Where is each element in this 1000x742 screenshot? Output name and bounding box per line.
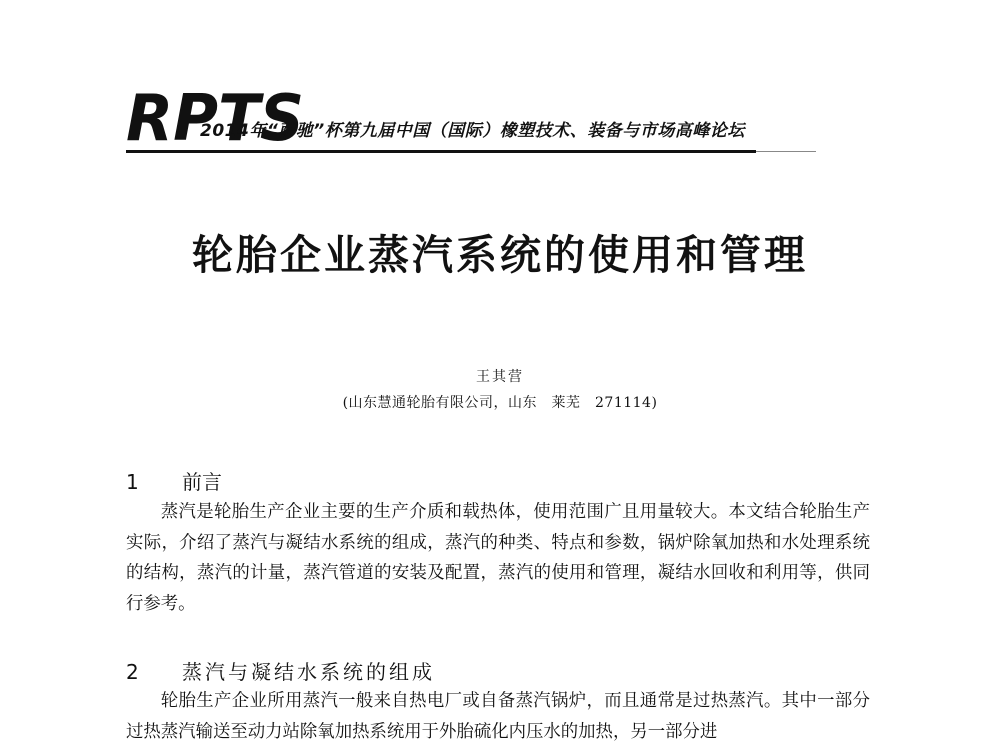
author-name: 王其营 bbox=[476, 369, 524, 385]
section-2-paragraph: 轮胎生产企业所用蒸汽一般来自热电厂或自备蒸汽锅炉，而且通常是过热蒸汽。其中一部分过热蒸汽输送至动力站除氧加热系统用于外胎硫化内压水的加热，另一部分进 bbox=[126, 691, 870, 742]
paper-title: 轮胎企业蒸汽系统的使用和管理 bbox=[192, 231, 808, 279]
author-affiliation: (山东慧通轮胎有限公司，山东 莱芜 271114) bbox=[342, 395, 658, 411]
section-heading-2 bbox=[126, 656, 435, 685]
section-number: 2 bbox=[126, 660, 139, 684]
section-title: 前言 bbox=[182, 470, 222, 494]
header-divider bbox=[126, 150, 756, 153]
header-divider-tail bbox=[756, 151, 816, 152]
section-1-paragraph: 蒸汽是轮胎生产企业主要的生产介质和载热体，使用范围广且用量较大。本文结合轮胎生产实际，介绍了蒸汽与凝结水系统的组成，蒸汽的种类、特点和参数，锅炉除氧加热和水处理系统的结构，蒸汽的计量，蒸汽管道的安装及配置，蒸汽的使用和管理，凝结水回收和利用等，供同行参考。 bbox=[126, 502, 870, 614]
section-title: 蒸汽与凝结水系统的组成 bbox=[182, 660, 435, 684]
section-heading-1 bbox=[126, 466, 222, 495]
logo-text: RPTS bbox=[126, 88, 304, 146]
conference-title: 2014年“萨驰”杯第九届中国（国际）橡塑技术、装备与市场高峰论坛 bbox=[200, 121, 745, 141]
section-number: 1 bbox=[126, 470, 139, 494]
